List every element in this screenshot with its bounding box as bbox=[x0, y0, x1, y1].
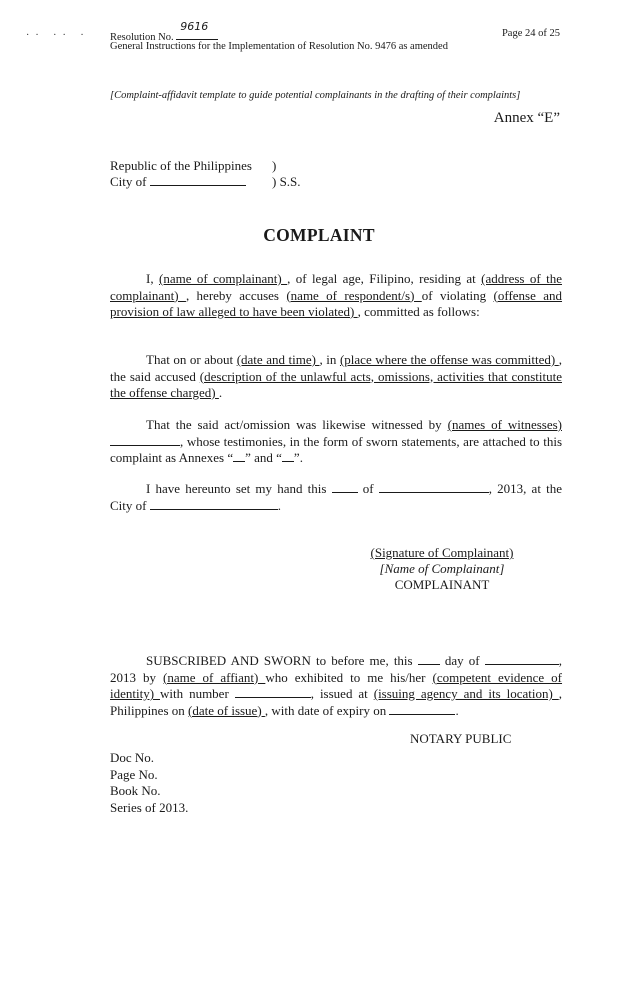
template-note: [Complaint-affidavit template to guide potential complainants in the drafting of their complaints] bbox=[110, 90, 521, 101]
complaint-paragraph-3: That the said act/omission was likewise witnessed by (names of witnesses) , whose testimonies, in the form of sworn statements, are attached to this complaint as Annexes “ ” and “ ”. bbox=[110, 417, 562, 465]
book-no: Book No. bbox=[110, 783, 161, 798]
docket-info bbox=[110, 750, 188, 816]
venue-ss: ) S.S. bbox=[272, 174, 301, 189]
complainant-name-field: (name of complainant) bbox=[158, 271, 288, 286]
witnesses-field: (names of witnesses) bbox=[447, 417, 562, 432]
complainant-name-line: [Name of Complainant] bbox=[379, 561, 505, 576]
resolution-label: Resolution No. bbox=[110, 32, 174, 43]
venue-city-label: City of bbox=[110, 174, 147, 189]
offense-field: (offense and provision of law alleged to have been violated) bbox=[110, 287, 563, 319]
resolution-number-handwritten: 9616 bbox=[180, 20, 209, 33]
signature-block bbox=[342, 545, 542, 593]
page-number: Page 24 of 25 bbox=[501, 28, 560, 39]
complaint-paragraph-1: I, (name of complainant) , of legal age, Filipino, residing at (address of the complainant) , hereby accuses (name of respondent/s) of violating (offense and provision of law alleged to have been violated) , committed as follows: bbox=[110, 271, 563, 319]
issuing-agency-field: (issuing agency and its location) bbox=[373, 686, 559, 701]
venue-paren-1: ) bbox=[272, 158, 277, 173]
jurat-paragraph: SUBSCRIBED AND SWORN to before me, this day of , 2013 by (name of affiant) who exhibited to me his/her (competent evidence of identity) with number , issued at (issuing agency and its location) , Philippines on (date of issue) , with date of expiry on . bbox=[110, 653, 563, 718]
general-instructions: General Instructions for the Implementation of Resolution No. 9476 as amended bbox=[110, 41, 448, 52]
doc-no: Doc No. bbox=[110, 750, 155, 765]
resolution-number-blank bbox=[176, 20, 218, 40]
venue-city-blank bbox=[150, 174, 246, 186]
notary-public-label: NOTARY PUBLIC bbox=[410, 731, 512, 746]
complaint-paragraph-2: That on or about (date and time) , in (place where the offense was committed) , the said accused (description of the unlawful acts, omissions, activities that constitute the offense charged) . bbox=[110, 352, 563, 400]
venue-city bbox=[110, 174, 246, 190]
complainant-role: COMPLAINANT bbox=[394, 577, 490, 592]
place-field: (place where the offense was committed) bbox=[339, 352, 559, 367]
respondent-name-field: (name of respondent/s) bbox=[286, 287, 422, 303]
series: Series of 2013. bbox=[110, 799, 189, 815]
affiant-name-field: (name of affiant) bbox=[163, 669, 266, 685]
evidence-of-identity-field: (competent evidence of identity) bbox=[110, 669, 563, 701]
complainant-address-field: (address of the complainant) bbox=[110, 271, 562, 303]
signature-line: (Signature of Complainant) bbox=[370, 545, 514, 560]
page-no: Page No. bbox=[110, 766, 158, 782]
page-title: COMPLAINT bbox=[263, 225, 375, 245]
date-time-field: (date and time) bbox=[236, 352, 320, 367]
annex-label: Annex “E” bbox=[493, 110, 560, 126]
scan-margin-marks: ·· ·· · bbox=[26, 30, 90, 41]
date-of-issue-field: (date of issue) bbox=[188, 702, 265, 718]
complaint-paragraph-4: I have hereunto set my hand this of , 2013, at the City of . bbox=[110, 481, 562, 513]
unlawful-acts-field: (description of the unlawful acts, omissions, activities that constitute the offense charged) bbox=[110, 368, 562, 400]
venue-country: Republic of the Philippines bbox=[110, 158, 252, 173]
